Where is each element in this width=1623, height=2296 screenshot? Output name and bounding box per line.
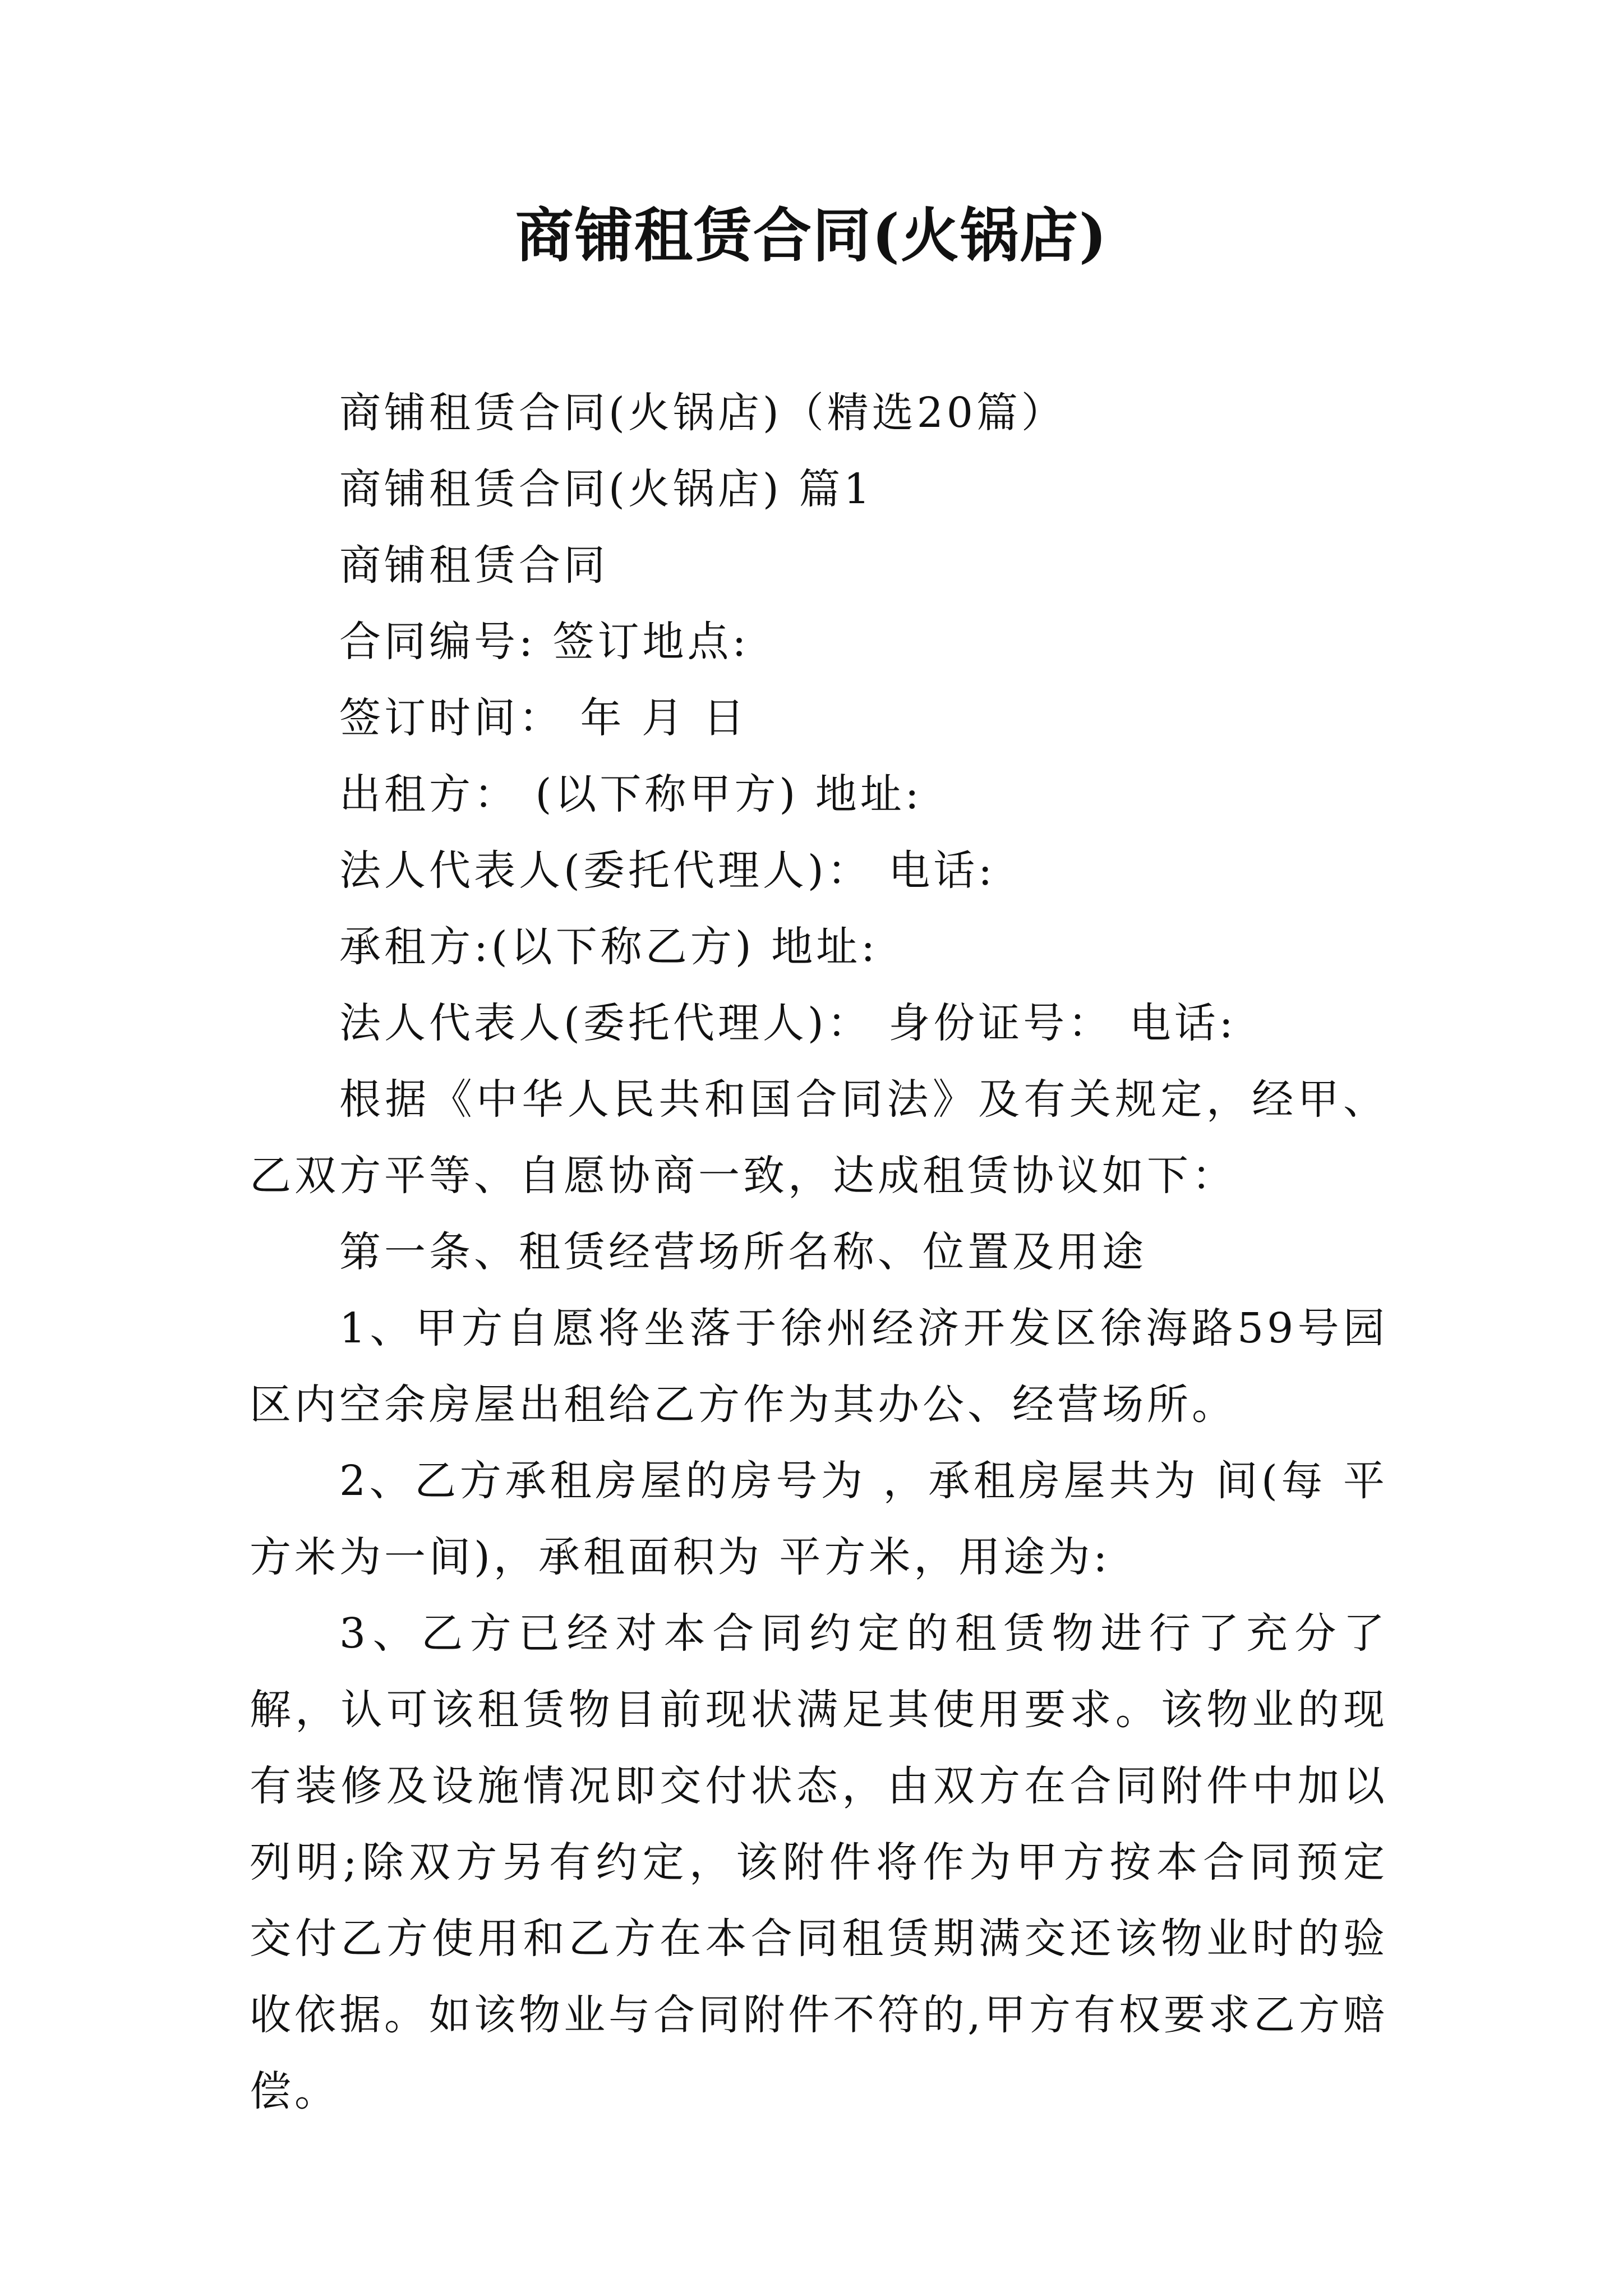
- paragraph-contract-number: 合同编号: 签订地点:: [339, 618, 750, 666]
- paragraph-article-1-heading: 第一条、租赁经营场所名称、位置及用途: [339, 1228, 1147, 1276]
- paragraph-sign-date: 签订时间： 年 月 日: [339, 694, 748, 742]
- paragraph-clause-1: 1、甲方自愿将坐落于徐州经济开发区徐海路59号园区内空余房屋出租给乙方作为其办公、经营场所。: [250, 1304, 1388, 1429]
- paragraph-clause-3: 3、乙方已经对本合同约定的租赁物进行了充分了解，认可该租赁物目前现状满足其使用要求。该物业的现有装修及设施情况即交付状态，由双方在合同附件中加以列明;除双方另有约定，该附件将作为甲方按本合同预定交付乙方使用和乙方在本合同租赁期满交还该物业时的验收依据。如该物业与合同附件不符的,甲方有权要求乙方赔偿。: [250, 1609, 1388, 2115]
- paragraph-lessor: 出租方： (以下称甲方) 地址:: [339, 770, 923, 818]
- document-body: [250, 375, 1388, 2129]
- paragraph-lessee-representative: 法人代表人(委托代理人)： 身份证号： 电话:: [339, 999, 1237, 1047]
- paragraph-clause-2: 2、乙方承租房屋的房号为 ，承租房屋共为 间(每 平方米为一间)，承租面积为 平方米，用途为:: [250, 1457, 1388, 1581]
- paragraph-preamble: 根据《中华人民共和国合同法》及有关规定，经甲、乙双方平等、自愿协商一致，达成租赁协议如下：: [250, 1075, 1388, 1200]
- document-title: 商铺租赁合同(火锅店): [515, 201, 1108, 270]
- paragraph-lessee: 承租方:(以下称乙方) 地址:: [339, 923, 879, 971]
- paragraph-contract-name: 商铺租赁合同: [339, 541, 608, 590]
- paragraph-subtitle: 商铺租赁合同(火锅店)（精选20篇）: [339, 389, 1066, 437]
- paragraph-lessor-representative: 法人代表人(委托代理人)： 电话:: [339, 846, 996, 895]
- paragraph-section-heading: 商铺租赁合同(火锅店) 篇1: [339, 465, 874, 513]
